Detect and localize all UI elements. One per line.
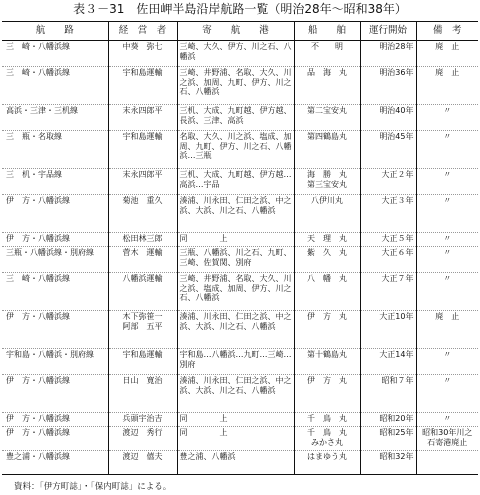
cell-route: 三 崎・八幡浜線 [2,41,108,67]
cell-operator: 末永四郎平 [108,105,177,131]
cell-ship: 千 鳥 丸 [294,413,360,427]
cell-start: 大正３年 [360,195,416,233]
header-note: 備 考 [416,22,478,41]
cell-operator: 松田林三郎 [108,233,177,247]
cell-ports: 湊浦、川永田、仁田之浜、中之浜、大浜、川之石、八幡浜 [177,375,294,413]
cell-note: 昭和30年川之石寄港廃止 [416,427,478,451]
cell-ports: 三崎、大久、伊方、川之石、八幡浜 [177,41,294,67]
cell-route: 高浜・三津・三机線 [2,105,108,131]
source-note: 資料：「伊方町誌」・「保内町誌」による。 [14,482,172,492]
cell-start: 大正２年 [360,169,416,195]
cell-ship: 千 鳥 丸 みかさ丸 [294,427,360,451]
cell-route: 伊 方・八幡浜線 [2,195,108,233]
cell-operator: 木下弥笹一 阿部 五平 [108,311,177,349]
cell-route: 伊 方・八幡浜線 [2,413,108,427]
cell-ship: 品 海 丸 [294,67,360,105]
cell-ports: 湊浦、川永田、仁田之浜、中之浜、大浜、川之石、八幡浜 [177,195,294,233]
cell-start: 大正５年 [360,233,416,247]
table-row [2,375,478,413]
cell-note: 廃 止 [416,41,478,67]
cell-start: 昭和７年 [360,375,416,413]
table-row [2,413,478,427]
cell-start: 昭和32年 [360,451,416,475]
cell-start: 明治45年 [360,131,416,169]
cell-start: 大正６年 [360,247,416,273]
table-row [2,169,478,195]
cell-operator: 八幡浜運輸 [108,273,177,311]
cell-start: 明治36年 [360,67,416,105]
cell-start: 昭和25年 [360,427,416,451]
cell-ship: はまゆう丸 [294,451,360,475]
header-route: 航 路 [2,22,108,41]
cell-ship: 天 理 丸 [294,233,360,247]
cell-ports: 三瓶、八幡浜、川之石、九町、三崎、佐賀関、別府 [177,247,294,273]
cell-ship: 伊 方 丸 [294,311,360,349]
header-ship: 船 舶 [294,22,360,41]
cell-ports: 三崎、井野浦、名取、大久、川之浜、加周、九町、伊方、川之石、八幡浜 [177,67,294,105]
cell-ship: 紫 久 丸 [294,247,360,273]
table-row [2,273,478,311]
cell-route: 伊 方・八幡浜線 [2,375,108,413]
cell-note: 〃 [416,233,478,247]
cell-route: 三 崎・八幡浜線 [2,67,108,105]
cell-operator: 宇和島運輸 [108,131,177,169]
cell-route: 三 瓶・名取線 [2,131,108,169]
cell-ports: 三崎、井野浦、名取、大久、川之浜、塩成、加周、伊方、川之石、八幡浜 [177,273,294,311]
cell-ports: 豊之浦、八幡浜 [177,451,294,475]
cell-start: 大正14年 [360,349,416,375]
cell-route: 三瓶・八幡浜線・別府線 [2,247,108,273]
header-operator: 経 営 者 [108,22,177,41]
table-row [2,105,478,131]
cell-ports: 同 上 [177,233,294,247]
cell-start: 昭和20年 [360,413,416,427]
cell-operator: 宇和島運輸 [108,67,177,105]
cell-route: 豊之浦・八幡浜線 [2,451,108,475]
cell-note: 〃 [416,273,478,311]
cell-note: 廃 止 [416,67,478,105]
header-start: 運行開始 [360,22,416,41]
cell-note: 〃 [416,105,478,131]
cell-ports: 三机、大成、九町越、伊方越…高浜…宇品 [177,169,294,195]
cell-ship: 八 幡 丸 [294,273,360,311]
cell-ports: 同 上 [177,413,294,427]
header-ports: 寄 航 港 [177,22,294,41]
cell-note: 〃 [416,131,478,169]
table-row [2,247,478,273]
cell-note: 〃 [416,169,478,195]
cell-route: 伊 方・八幡浜線 [2,233,108,247]
cell-route: 伊 方・八幡浜線 [2,427,108,451]
cell-operator: 日山 寛治 [108,375,177,413]
cell-start: 明治28年 [360,41,416,67]
cell-operator: 末永四郎平 [108,169,177,195]
cell-ship: 伊 方 丸 [294,375,360,413]
cell-note: 〃 [416,413,478,427]
table-title: 表３－31 佐田岬半島沿岸航路一覧（明治28年～昭和38年） [73,2,407,16]
cell-note: 〃 [416,375,478,413]
table-row [2,349,478,375]
cell-ship: 第四鶴島丸 [294,131,360,169]
cell-operator: 渡辺 僖夫 [108,451,177,475]
cell-ports: 名取、大久、川之浜、塩成、加周、九町、伊方、川之石、八幡浜…三瓶 [177,131,294,169]
cell-operator: 渡辺 秀行 [108,427,177,451]
cell-note [416,451,478,475]
header-row [2,22,478,41]
table-row [2,67,478,105]
cell-ship: 海 勝 丸 第三宝安丸 [294,169,360,195]
cell-ship: 第十鶴島丸 [294,349,360,375]
table-row [2,311,478,349]
cell-operator: 中葵 弥七 [108,41,177,67]
cell-note: 〃 [416,247,478,273]
table-row [2,233,478,247]
cell-note: 〃 [416,195,478,233]
table-row [2,41,478,67]
cell-route: 三 机・宇品線 [2,169,108,195]
cell-ship: 第二宝安丸 [294,105,360,131]
cell-note: 〃 [416,349,478,375]
shipping-routes-table [2,21,478,475]
table-row [2,131,478,169]
table-row [2,451,478,475]
cell-ship: 不 明 [294,41,360,67]
cell-start: 大正10年 [360,311,416,349]
cell-start: 明治40年 [360,105,416,131]
cell-operator: 菊池 重久 [108,195,177,233]
cell-route: 三 崎・八幡浜線 [2,273,108,311]
cell-start: 大正７年 [360,273,416,311]
table-row [2,427,478,451]
cell-operator: 兵頭宇治吉 [108,413,177,427]
cell-note: 廃 止 [416,311,478,349]
cell-ports: 同 上 [177,427,294,451]
cell-ports: 湊浦、川永田、仁田之浜、中之浜、大浜、川之石、八幡浜 [177,311,294,349]
cell-route: 伊 方・八幡浜線 [2,311,108,349]
table-row [2,195,478,233]
cell-ship: 八伊川丸 [294,195,360,233]
cell-route: 宇和島・八幡浜・別府線 [2,349,108,375]
cell-ports: 三机、大成、九町越、伊方越、長浜、三津、高浜 [177,105,294,131]
cell-ports: 宇和島…八幡浜…九町…三崎…別府 [177,349,294,375]
cell-operator: 宇和島運輸 [108,349,177,375]
cell-operator: 菅木 運輸 [108,247,177,273]
